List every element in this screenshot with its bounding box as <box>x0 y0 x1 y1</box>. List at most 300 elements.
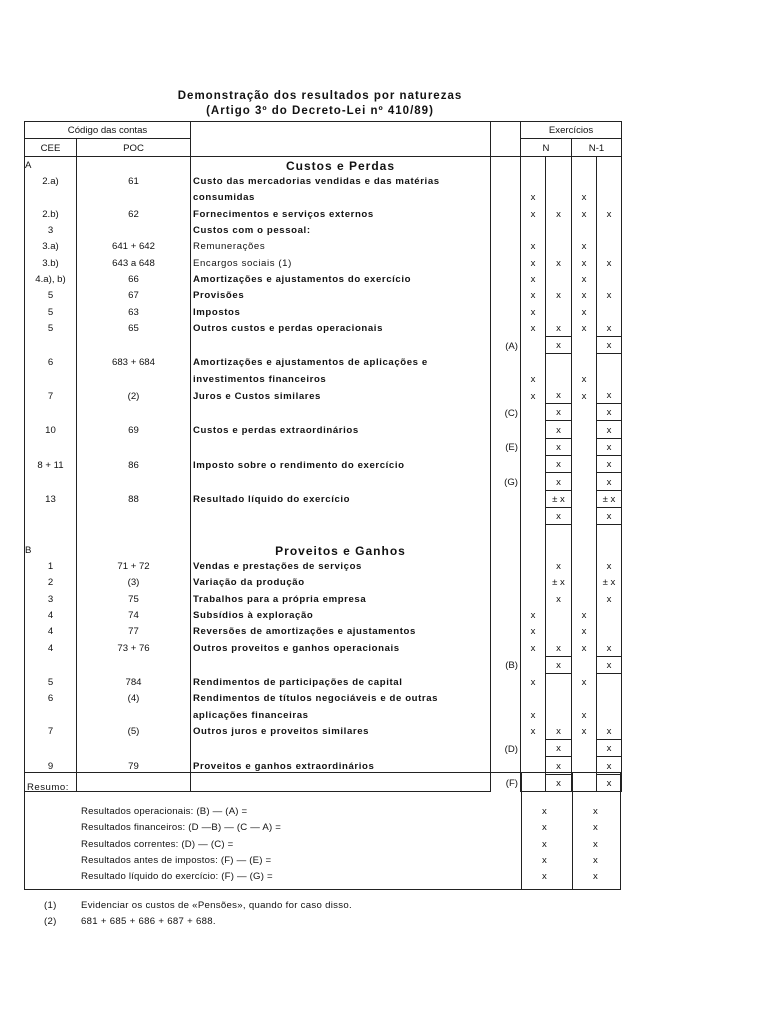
mark-n1-col2 <box>597 607 622 623</box>
resumo-mark-n: x <box>542 871 547 883</box>
subtotal-label <box>491 723 521 740</box>
table-row <box>25 623 622 639</box>
mark-n1-col2: ± x <box>597 490 622 507</box>
table-row <box>25 723 622 740</box>
mark-n1-col2: x <box>597 404 622 421</box>
table-row <box>25 673 622 690</box>
subtotal-label: (D) <box>504 743 518 755</box>
mark-n-col2: x <box>546 404 572 421</box>
mark-n1-col2: x <box>597 455 622 472</box>
footnote <box>44 900 352 911</box>
cee-code <box>25 336 77 353</box>
subtotal-label <box>491 639 521 656</box>
mark-n-col2: x <box>546 320 572 337</box>
resumo-row-text: Resultados antes de impostos: (F) — (E) = <box>81 854 272 866</box>
table-row <box>25 507 622 524</box>
cee-code: 5 <box>25 673 77 690</box>
subtotal-label <box>491 189 521 205</box>
poc-code: 62 <box>77 205 191 221</box>
subtotal-label <box>491 303 521 319</box>
resumo-row-text: Resultados financeiros: (D —B) — (C — A) = <box>81 822 282 834</box>
subtotal-label <box>491 271 521 287</box>
mark-n-col1: x <box>521 673 546 690</box>
mark-n1-col2: x <box>597 254 622 270</box>
mark-n1-col1 <box>572 173 597 189</box>
mark-cell <box>521 541 546 557</box>
cee-code: 13 <box>25 490 77 507</box>
mark-n1-col1 <box>572 690 597 706</box>
mark-n-col1 <box>521 507 546 524</box>
section-letter: B <box>25 541 77 557</box>
mark-n-col2: x <box>546 438 572 455</box>
row-description: Resultado líquido do exercício <box>191 490 491 507</box>
mark-n1-col2: x <box>597 205 622 221</box>
subtotal-label: (F) <box>505 778 518 790</box>
mark-n-col2: x <box>546 421 572 438</box>
mark-n-col1: x <box>521 706 546 722</box>
subtotal-label <box>491 320 521 337</box>
mark-n1-col1 <box>572 455 597 472</box>
table-row <box>25 639 622 656</box>
empty-cell <box>491 541 521 557</box>
table-row <box>25 336 622 353</box>
row-description: Trabalhos para a própria empresa <box>191 590 491 606</box>
mark-n-col2: x <box>546 774 572 791</box>
empty-cell <box>597 525 622 542</box>
footnote <box>44 916 216 927</box>
poc-code <box>77 473 191 490</box>
row-description <box>191 656 491 673</box>
mark-n1-col1 <box>572 421 597 438</box>
mark-n1-col1: x <box>572 320 597 337</box>
subtotal-label <box>491 490 521 507</box>
mark-n-col2: x <box>546 455 572 472</box>
row-description: Imposto sobre o rendimento do exercício <box>191 455 491 472</box>
header-codigo: Código das contas <box>25 122 191 139</box>
cee-code <box>25 706 77 722</box>
mark-n-col2: x <box>546 558 572 574</box>
resumo-mark-n1: x <box>593 838 598 850</box>
cee-code: 10 <box>25 421 77 438</box>
mark-n1-col1 <box>572 473 597 490</box>
document-title: Demonstração dos resultados por naturezas <box>177 90 463 102</box>
table-row <box>25 205 622 221</box>
poc-code: 784 <box>77 673 191 690</box>
cee-code <box>25 404 77 421</box>
results-grid <box>24 121 622 792</box>
poc-code: 65 <box>77 320 191 337</box>
row-description: Juros e Custos similares <box>191 387 491 404</box>
header-n1: N-1 <box>572 139 622 156</box>
mark-n-col1 <box>521 438 546 455</box>
table-row <box>25 455 622 472</box>
row-description <box>191 473 491 490</box>
mark-n-col1: x <box>521 370 546 386</box>
footnote-text: 681 + 685 + 686 + 687 + 688. <box>81 916 216 927</box>
header-exercicios: Exercícios <box>521 122 622 139</box>
mark-cell <box>521 156 546 173</box>
subtotal-label <box>491 607 521 623</box>
mark-n-col2: x <box>546 723 572 740</box>
mark-n1-col2: x <box>597 723 622 740</box>
mark-n1-col2: x <box>597 287 622 303</box>
mark-n1-col1: x <box>572 238 597 254</box>
mark-n1-col2 <box>597 690 622 706</box>
table-row <box>25 438 622 455</box>
mark-n1-col2: x <box>597 320 622 337</box>
cee-code: 7 <box>25 387 77 404</box>
mark-n1-col2: x <box>597 507 622 524</box>
resumo-mark-n1: x <box>593 806 598 817</box>
row-description: Custos com o pessoal: <box>191 222 491 238</box>
mark-n-col1 <box>521 336 546 353</box>
mark-n1-col1 <box>572 558 597 574</box>
table-row <box>25 690 622 706</box>
row-description: Encargos sociais (1) <box>191 254 491 270</box>
mark-cell <box>597 156 622 173</box>
mark-n1-col2: x <box>597 438 622 455</box>
row-description: Fornecimentos e serviços externos <box>191 205 491 221</box>
table-row <box>25 222 622 238</box>
mark-n1-col2: x <box>597 421 622 438</box>
subtotal-label: (C) <box>504 407 518 419</box>
mark-n1-col1 <box>572 404 597 421</box>
mark-n1-col1: x <box>572 189 597 205</box>
poc-code: (3) <box>77 574 191 590</box>
poc-code: (2) <box>77 387 191 404</box>
row-description: Proveitos e ganhos extraordinários <box>191 757 491 774</box>
mark-n-col1: x <box>521 387 546 404</box>
subtotal-label <box>491 354 521 371</box>
subtotal-label <box>491 574 521 590</box>
row-description: Rendimentos de títulos negociáveis e de outras <box>191 690 491 706</box>
table-row <box>25 739 622 756</box>
poc-code <box>77 438 191 455</box>
empty-cell <box>77 541 191 557</box>
row-description: Outros custos e perdas operacionais <box>191 320 491 337</box>
resumo-mark-n1: x <box>593 871 598 883</box>
cee-code: 5 <box>25 303 77 319</box>
mark-n1-col2 <box>597 370 622 386</box>
resumo-row-text: Resultados correntes: (D) — (C) = <box>81 838 234 850</box>
subtotal-label: (G) <box>504 477 518 489</box>
table-row <box>25 189 622 205</box>
poc-code <box>77 656 191 673</box>
header-cee: CEE <box>25 139 77 156</box>
table-row <box>25 656 622 673</box>
poc-code: 79 <box>77 757 191 774</box>
table-row <box>25 354 622 371</box>
mark-n-col1: x <box>521 320 546 337</box>
cee-code: 4 <box>25 639 77 656</box>
mark-n-col2: x <box>546 473 572 490</box>
mark-n1-col2 <box>597 354 622 371</box>
empty-cell <box>491 156 521 173</box>
poc-code <box>77 336 191 353</box>
mark-n-col1 <box>521 574 546 590</box>
resumo-mark-n: x <box>542 838 547 850</box>
cee-code <box>25 739 77 756</box>
mark-n-col1 <box>521 404 546 421</box>
mark-n-col1 <box>521 222 546 238</box>
row-description: Outros proveitos e ganhos operacionais <box>191 639 491 656</box>
poc-code: (5) <box>77 723 191 740</box>
cee-code: 3.a) <box>25 238 77 254</box>
footnote-number: (2) <box>44 916 57 927</box>
mark-cell <box>597 541 622 557</box>
subtotal-label <box>491 205 521 221</box>
poc-code: 63 <box>77 303 191 319</box>
mark-n1-col2 <box>597 238 622 254</box>
mark-cell <box>546 156 572 173</box>
poc-code <box>77 507 191 524</box>
cee-code: 9 <box>25 757 77 774</box>
mark-n-col1: x <box>521 205 546 221</box>
row-description: Rendimentos de participações de capital <box>191 673 491 690</box>
row-description: Custo das mercadorias vendidas e das matérias <box>191 173 491 189</box>
empty-cell <box>191 525 491 542</box>
mark-n-col1 <box>521 490 546 507</box>
row-description: Remunerações <box>191 238 491 254</box>
mark-n1-col2 <box>597 673 622 690</box>
table-row <box>25 387 622 404</box>
subtotal-label <box>491 287 521 303</box>
empty-cell <box>25 525 77 542</box>
subtotal-label <box>491 370 521 386</box>
section-letter: A <box>25 156 77 173</box>
cee-code: 6 <box>25 690 77 706</box>
mark-n-col2: x <box>546 387 572 404</box>
mark-n-col2: x <box>546 639 572 656</box>
mark-n-col1: x <box>521 607 546 623</box>
table-row <box>25 574 622 590</box>
mark-n-col2: ± x <box>546 490 572 507</box>
mark-n1-col1 <box>572 590 597 606</box>
mark-n1-col1 <box>572 574 597 590</box>
poc-code: 66 <box>77 271 191 287</box>
mark-n-col2 <box>546 706 572 722</box>
mark-n-col2: x <box>546 656 572 673</box>
mark-n1-col2: x <box>597 639 622 656</box>
mark-n-col2 <box>546 271 572 287</box>
row-description: Variação da produção <box>191 574 491 590</box>
cee-code: 4.a), b) <box>25 271 77 287</box>
mark-n-col2 <box>546 607 572 623</box>
mark-n-col2 <box>546 370 572 386</box>
empty-cell <box>572 525 597 542</box>
empty-cell <box>546 525 572 542</box>
poc-code: 641 + 642 <box>77 238 191 254</box>
poc-code <box>77 370 191 386</box>
subtotal-label <box>491 173 521 189</box>
table-row <box>25 370 622 386</box>
mark-n-col2: x <box>546 205 572 221</box>
cee-code <box>25 473 77 490</box>
table-row <box>25 558 622 574</box>
table-row <box>25 238 622 254</box>
row-description: aplicações financeiras <box>191 706 491 722</box>
mark-n-col1 <box>521 690 546 706</box>
mark-n-col2: ± x <box>546 574 572 590</box>
subtotal-label <box>491 455 521 472</box>
cee-code: 5 <box>25 320 77 337</box>
poc-code <box>77 739 191 756</box>
subtotal-label <box>491 690 521 706</box>
poc-code: 643 a 648 <box>77 254 191 270</box>
mark-n1-col1: x <box>572 623 597 639</box>
mark-n-col1 <box>521 421 546 438</box>
table-row <box>25 271 622 287</box>
table-row <box>25 320 622 337</box>
empty-cell <box>521 525 546 542</box>
mark-n-col1: x <box>521 254 546 270</box>
subtotal-label: (B) <box>505 660 518 672</box>
cee-code <box>25 370 77 386</box>
cee-code <box>25 507 77 524</box>
mark-n1-col1: x <box>572 673 597 690</box>
mark-n1-col1: x <box>572 370 597 386</box>
subtotal-label <box>491 706 521 722</box>
mark-n-col1 <box>521 590 546 606</box>
mark-n1-col1: x <box>572 723 597 740</box>
row-description: Impostos <box>191 303 491 319</box>
row-description <box>191 438 491 455</box>
row-description: Amortizações e ajustamentos do exercício <box>191 271 491 287</box>
cee-code: 3.b) <box>25 254 77 270</box>
section-title: Proveitos e Ganhos <box>191 541 491 557</box>
mark-n-col2: x <box>546 336 572 353</box>
resumo-row-text: Resultados operacionais: (B) — (A) = <box>81 806 248 817</box>
mark-n1-col1 <box>572 507 597 524</box>
mark-n-col2: x <box>546 739 572 756</box>
mark-n1-col2: x <box>597 739 622 756</box>
subtotal-label <box>491 507 521 524</box>
mark-n1-col2: x <box>597 336 622 353</box>
mark-n1-col1: x <box>572 607 597 623</box>
mark-n1-col1: x <box>572 271 597 287</box>
document-subtitle: (Artigo 3º do Decreto-Lei nº 410/89) <box>206 105 434 117</box>
table-row <box>25 173 622 189</box>
mark-n-col2: x <box>546 590 572 606</box>
cee-code: 6 <box>25 354 77 371</box>
mark-n-col1: x <box>521 189 546 205</box>
mark-n1-col2: x <box>597 656 622 673</box>
mark-n-col2 <box>546 303 572 319</box>
cee-code: 3 <box>25 222 77 238</box>
table-row <box>25 421 622 438</box>
poc-code: 88 <box>77 490 191 507</box>
cee-code: 5 <box>25 287 77 303</box>
mark-n-col1: x <box>521 639 546 656</box>
mark-n1-col2 <box>597 303 622 319</box>
mark-n1-col1 <box>572 656 597 673</box>
mark-n1-col1 <box>572 354 597 371</box>
poc-code: 86 <box>77 455 191 472</box>
resumo-mark-n1: x <box>593 854 598 866</box>
row-description: Subsídios à exploração <box>191 607 491 623</box>
cee-code: 4 <box>25 623 77 639</box>
mark-n-col1: x <box>521 287 546 303</box>
row-description: investimentos financeiros <box>191 370 491 386</box>
table-row <box>25 303 622 319</box>
cee-code: 4 <box>25 607 77 623</box>
mark-n1-col2 <box>597 706 622 722</box>
resumo-box <box>24 772 621 890</box>
mark-n-col2 <box>546 690 572 706</box>
row-description: Amortizações e ajustamentos de aplicações e <box>191 354 491 371</box>
empty-cell <box>77 156 191 173</box>
row-description: Custos e perdas extraordinários <box>191 421 491 438</box>
subtotal-label <box>491 558 521 574</box>
subtotal-label <box>491 623 521 639</box>
mark-n-col2 <box>546 189 572 205</box>
resumo-mark-n: x <box>542 806 547 817</box>
cee-code: 2.b) <box>25 205 77 221</box>
poc-code: 77 <box>77 623 191 639</box>
mark-n-col1 <box>521 739 546 756</box>
blank-row <box>25 525 622 542</box>
mark-n1-col2 <box>597 623 622 639</box>
row-description: Reversões de amortizações e ajustamentos <box>191 623 491 639</box>
mark-n1-col1 <box>572 336 597 353</box>
mark-n-col1: x <box>521 238 546 254</box>
mark-n1-col2 <box>597 222 622 238</box>
mark-n-col2: x <box>546 287 572 303</box>
table-row <box>25 706 622 722</box>
mark-n-col2 <box>546 222 572 238</box>
mark-n1-col2: ± x <box>597 574 622 590</box>
table-row <box>25 490 622 507</box>
table-row <box>25 287 622 303</box>
mark-n1-col2: x <box>597 590 622 606</box>
mark-n1-col1 <box>572 222 597 238</box>
mark-n1-col1: x <box>572 303 597 319</box>
subtotal-label: (E) <box>505 442 518 454</box>
mark-n-col2 <box>546 623 572 639</box>
mark-n-col2 <box>546 238 572 254</box>
results-table <box>24 121 622 792</box>
mark-n-col1 <box>521 473 546 490</box>
mark-cell <box>572 156 597 173</box>
mark-n-col2: x <box>546 254 572 270</box>
mark-n-col1 <box>521 656 546 673</box>
mark-n1-col1: x <box>572 254 597 270</box>
poc-code: 69 <box>77 421 191 438</box>
mark-n-col1: x <box>521 623 546 639</box>
mark-n1-col1: x <box>572 706 597 722</box>
row-description: Provisões <box>191 287 491 303</box>
row-description: Outros juros e proveitos similares <box>191 723 491 740</box>
poc-code <box>77 404 191 421</box>
resumo-mark-n: x <box>542 854 547 866</box>
cee-code <box>25 656 77 673</box>
poc-code: (4) <box>77 690 191 706</box>
row-description: consumidas <box>191 189 491 205</box>
mark-n-col1 <box>521 354 546 371</box>
cee-code: 7 <box>25 723 77 740</box>
poc-code: 61 <box>77 173 191 189</box>
section-row <box>25 541 622 557</box>
cee-code: 3 <box>25 590 77 606</box>
row-description <box>191 336 491 353</box>
subtotal-label <box>491 590 521 606</box>
mark-n-col1 <box>521 558 546 574</box>
table-row <box>25 607 622 623</box>
mark-n-col1: x <box>521 271 546 287</box>
mark-n1-col1: x <box>572 205 597 221</box>
row-description <box>191 404 491 421</box>
poc-code: 683 + 684 <box>77 354 191 371</box>
